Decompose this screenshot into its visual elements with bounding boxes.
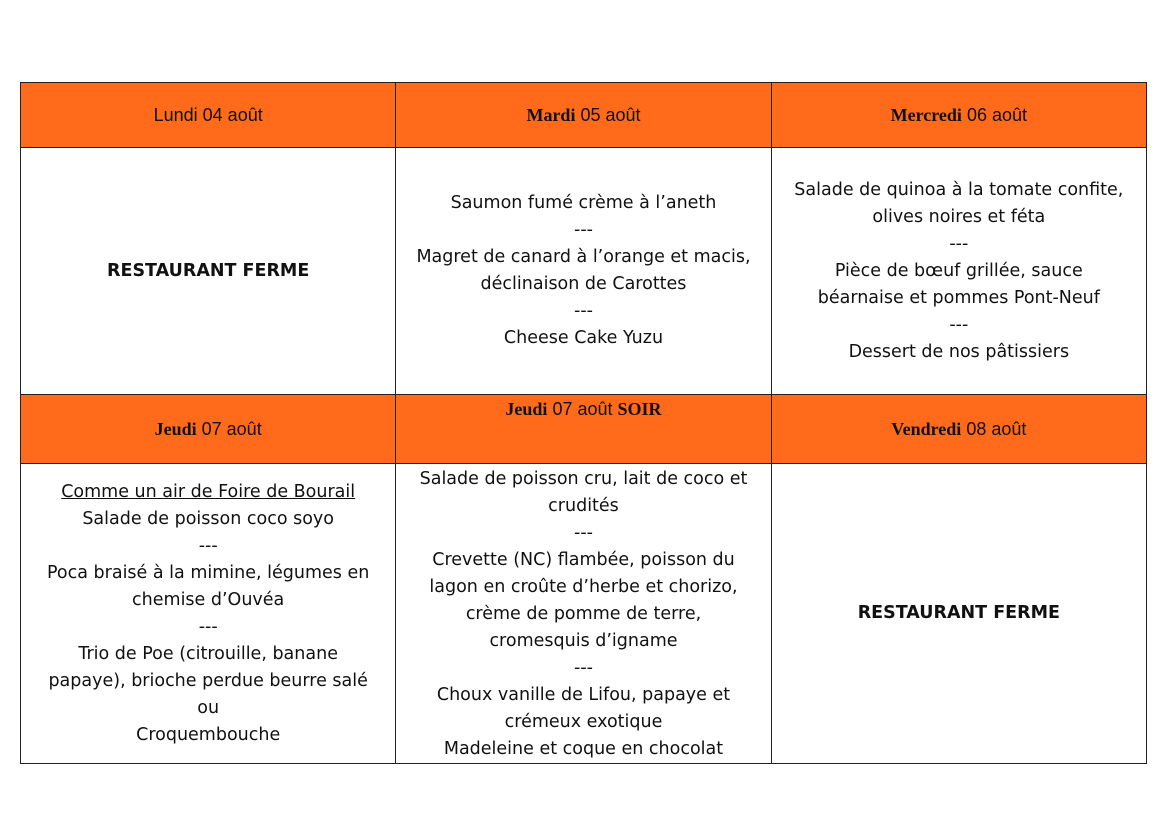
- header-wednesday: [771, 83, 1146, 148]
- menu-separator: ---: [949, 314, 969, 335]
- menu-separator: ---: [574, 301, 593, 321]
- day-name: Jeudi: [154, 418, 197, 439]
- menu-line: Poca braisé à la mimine, légumes en: [47, 562, 370, 583]
- menu-line: Croquembouche: [136, 724, 281, 745]
- header-thursday: [21, 395, 396, 464]
- menu-line: crudités: [548, 496, 619, 516]
- day-name: Lundi: [153, 104, 198, 125]
- menu-line: Trio de Poe (citrouille, banane: [78, 643, 338, 664]
- menu-separator: ---: [949, 233, 969, 254]
- menu-friday: [771, 464, 1146, 764]
- menu-line: cromesquis d’igname: [489, 631, 678, 651]
- menu-separator: ---: [574, 523, 593, 543]
- menu-separator: ---: [198, 616, 218, 637]
- menu-line: Pièce de bœuf grillée, sauce: [834, 260, 1083, 281]
- evening-label: SOIR: [617, 399, 662, 419]
- menu-line: Crevette (NC) flambée, poisson du: [432, 550, 735, 570]
- menu-line: lagon en croûte d’herbe et chorizo,: [429, 577, 738, 597]
- day-date: 04 août: [202, 104, 263, 125]
- menu-line: crème de pomme de terre,: [465, 604, 702, 624]
- day-date: 07 août: [201, 418, 262, 439]
- day-name: Jeudi: [505, 399, 548, 419]
- menu-line: Dessert de nos pâtissiers: [848, 341, 1070, 362]
- menu-line: papaye), brioche perdue beurre salé: [48, 670, 368, 691]
- header-friday: [771, 395, 1146, 464]
- menu-line: déclinaison de Carottes: [480, 274, 687, 294]
- menu-line: Saumon fumé crème à l’aneth: [450, 193, 717, 213]
- day-name: Mardi: [526, 104, 576, 125]
- header-tuesday: [396, 83, 771, 148]
- menu-theme: Comme un air de Foire de Bourail: [61, 481, 356, 502]
- menu-line: olives noires et féta: [872, 206, 1046, 227]
- menu-line: Madeleine et coque en chocolat: [443, 739, 724, 759]
- menu-line: crémeux exotique: [504, 712, 663, 732]
- closed-notice: RESTAURANT FERME: [107, 260, 310, 281]
- menu-line: Magret de canard à l’orange et macis,: [416, 247, 751, 267]
- day-name: Vendredi: [891, 418, 962, 439]
- menu-line: Cheese Cake Yuzu: [503, 328, 664, 348]
- day-date: 05 août: [580, 104, 641, 125]
- header-monday: [21, 83, 396, 148]
- day-date: 08 août: [966, 418, 1027, 439]
- day-name: Mercredi: [890, 104, 962, 125]
- header-thursday-evening: [396, 395, 771, 464]
- menu-line: Salade de poisson cru, lait de coco et: [419, 469, 748, 489]
- menu-wednesday: [771, 148, 1146, 395]
- day-date: 07 août: [552, 399, 613, 419]
- menu-tuesday: [396, 148, 771, 395]
- menu-line: chemise d’Ouvéa: [132, 589, 285, 610]
- menu-line: béarnaise et pommes Pont-Neuf: [817, 287, 1100, 308]
- menu-separator: ---: [574, 220, 593, 240]
- menu-line: Salade de poisson coco soyo: [82, 508, 334, 529]
- menu-monday: [21, 148, 396, 395]
- menu-line: Choux vanille de Lifou, papaye et: [436, 685, 731, 705]
- menu-line: ou: [197, 697, 220, 718]
- menu-line: Salade de quinoa à la tomate confite,: [794, 179, 1124, 200]
- menu-separator: ---: [198, 535, 218, 556]
- weekly-menu-table: [20, 82, 1147, 764]
- menu-separator: ---: [574, 658, 593, 678]
- menu-thursday: [21, 464, 396, 764]
- closed-notice: RESTAURANT FERME: [857, 603, 1060, 623]
- day-date: 06 août: [966, 104, 1028, 125]
- menu-thursday-evening: [396, 464, 771, 764]
